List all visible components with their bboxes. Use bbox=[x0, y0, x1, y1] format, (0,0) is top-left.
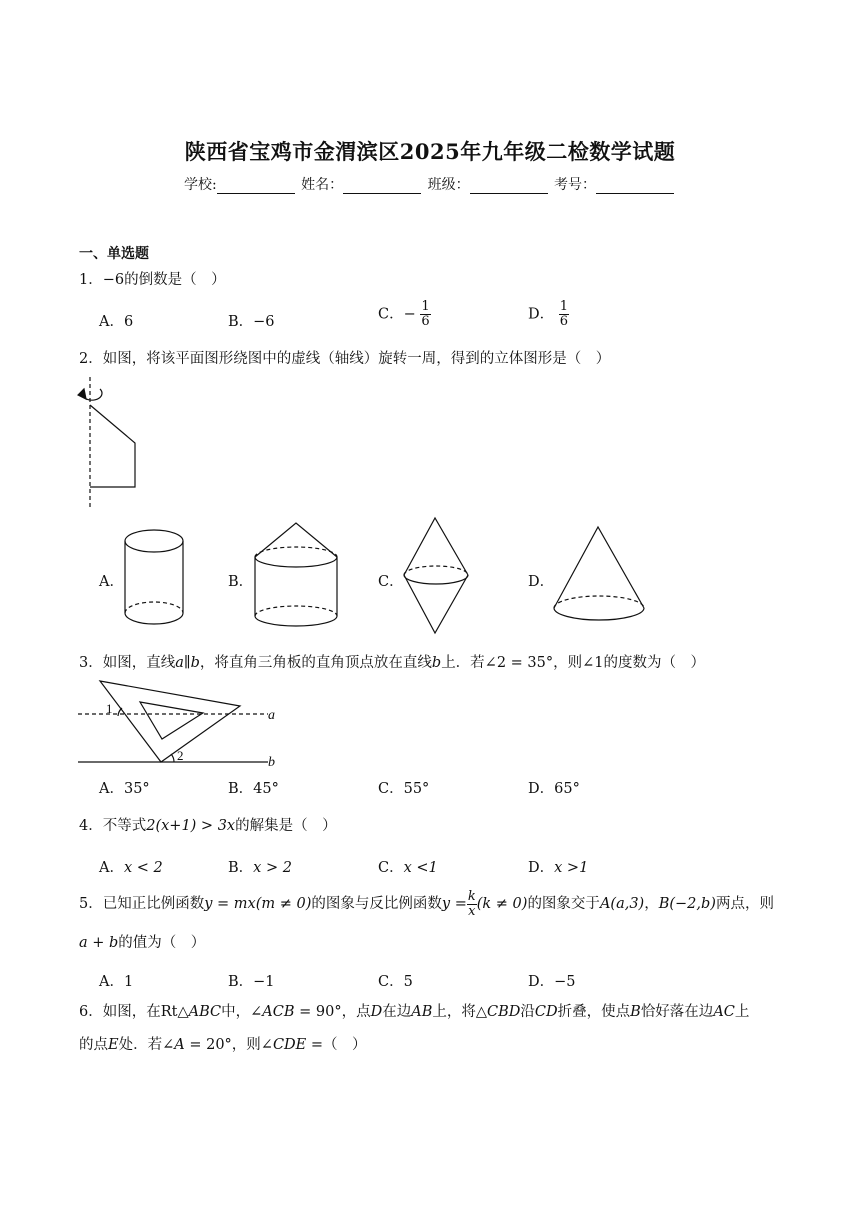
q3-stem-part3: 上．若∠2 = 35°，则∠1的度数为（ ） bbox=[441, 655, 706, 671]
q5-part1: 5．已知正比例函数 bbox=[79, 896, 205, 912]
q5-option-c[interactable]: C．5 bbox=[378, 974, 413, 990]
q4-option-d-label: D． bbox=[528, 860, 555, 876]
q4-option-d[interactable] bbox=[528, 856, 588, 877]
q6-cde: CDE bbox=[272, 1037, 307, 1053]
q6-cd: CD bbox=[534, 1004, 558, 1020]
q2-option-b[interactable]: B． bbox=[228, 574, 254, 590]
q5-x: x bbox=[468, 903, 476, 919]
angle-2-label: 2 bbox=[177, 748, 184, 763]
q5-part2: 的图象与反比例函数 bbox=[311, 896, 442, 912]
q6-l1-g: 沿 bbox=[520, 1004, 535, 1020]
q6-cbd: CBD bbox=[487, 1004, 521, 1020]
class-label: 班级： bbox=[427, 177, 470, 193]
q2-option-a[interactable]: A． bbox=[99, 574, 124, 590]
exam-no-label: 考号： bbox=[554, 177, 597, 193]
q5-option-d[interactable]: D．−5 bbox=[528, 974, 576, 990]
q6-l1-b: 中，∠ bbox=[221, 1004, 263, 1020]
triangle-outer bbox=[100, 681, 240, 762]
q6-d: D bbox=[370, 1004, 383, 1020]
q1-c-denominator: 6 bbox=[421, 314, 430, 329]
school-blank[interactable] bbox=[217, 179, 295, 194]
q3-option-c[interactable]: C．55° bbox=[378, 781, 430, 797]
q4-inequality: 2(x+1) > 3x bbox=[146, 818, 236, 834]
q5-k-condition: (k ≠ 0) bbox=[476, 896, 528, 912]
q3-option-d[interactable]: D．65° bbox=[528, 781, 580, 797]
q2-plane-figure bbox=[70, 375, 150, 510]
q6-l1-h: 折叠，使点 bbox=[557, 1004, 631, 1020]
q1-option-c-fraction bbox=[420, 300, 430, 329]
q5-part3: 的图象交于 bbox=[527, 896, 600, 912]
q3-stem-part2: ，将直角三角板的直角顶点放在直线 bbox=[199, 655, 432, 671]
name-label: 姓名： bbox=[301, 177, 344, 193]
class-blank[interactable] bbox=[470, 179, 548, 194]
q6-angle-a: A bbox=[174, 1037, 185, 1053]
q3-stem-line-b: b bbox=[190, 655, 200, 671]
q4-option-c[interactable] bbox=[378, 856, 438, 877]
name-blank[interactable] bbox=[343, 179, 421, 194]
q5-point-a: A(a,3) bbox=[599, 896, 645, 912]
angle-1-label: 1 bbox=[106, 701, 113, 716]
q5-sep: ， bbox=[644, 896, 659, 912]
q4-stem-part1: 4．不等式 bbox=[79, 818, 147, 834]
q2-stem: 2．如图，将该平面图形绕图中的虚线（轴线）旋转一周，得到的立体图形是（ ） bbox=[79, 351, 611, 367]
q4-option-c-expr: x <1 bbox=[403, 860, 438, 876]
rotation-arrowhead bbox=[78, 389, 86, 399]
q5-line2-text: 的值为（ ） bbox=[118, 935, 206, 951]
q6-abc: ABC bbox=[188, 1004, 222, 1020]
q4-option-a-label: A． bbox=[99, 860, 124, 876]
q6-l2-a: 的点 bbox=[79, 1037, 108, 1053]
q1-c-numerator: 1 bbox=[421, 299, 430, 314]
q6-l1-f: 上，将△ bbox=[432, 1004, 488, 1020]
page-title: 陕西省宝鸡市金渭滨区2025年九年级二检数学试题 bbox=[184, 139, 676, 164]
q6-stem-line1 bbox=[79, 1002, 749, 1022]
q2-cone-on-cylinder-figure bbox=[250, 520, 345, 635]
q3-option-b[interactable]: B．45° bbox=[228, 781, 279, 797]
q2-option-d[interactable]: D． bbox=[528, 574, 555, 590]
q5-a-plus-b: a + b bbox=[79, 935, 119, 951]
q4-option-c-label: C． bbox=[378, 860, 404, 876]
q5-stem-line2 bbox=[79, 933, 205, 953]
q3-stem-parallel: ∥ bbox=[183, 655, 191, 671]
q4-option-a[interactable] bbox=[99, 856, 163, 877]
q2-cone-figure bbox=[550, 525, 650, 625]
q5-option-a[interactable]: A．1 bbox=[99, 974, 134, 990]
exam-no-blank[interactable] bbox=[596, 179, 674, 194]
q3-stem-part1: 3．如图，直线 bbox=[79, 655, 176, 671]
q1-option-a[interactable]: A．6 bbox=[99, 314, 134, 330]
q4-option-b-label: B． bbox=[228, 860, 254, 876]
student-info-line bbox=[0, 174, 860, 194]
q5-k: k bbox=[467, 888, 476, 904]
q4-stem bbox=[79, 816, 337, 836]
q1-stem: 1．−6的倒数是（ ） bbox=[79, 272, 226, 288]
q1-d-denominator: 6 bbox=[559, 314, 569, 329]
q6-acb: ACB bbox=[262, 1004, 295, 1020]
school-label: 学校: bbox=[183, 177, 217, 193]
q6-l1-a: 6．如图，在Rt△ bbox=[79, 1004, 189, 1020]
q5-direct-function: y = mx(m ≠ 0) bbox=[204, 896, 312, 912]
angle-2-arc bbox=[171, 754, 174, 762]
section-heading: 一、单选题 bbox=[79, 246, 149, 262]
q6-stem-line2 bbox=[79, 1035, 367, 1055]
q6-l1-c: = 90°，点 bbox=[294, 1004, 371, 1020]
line-a-label: a bbox=[268, 708, 275, 723]
q5-option-b[interactable]: B．−1 bbox=[228, 974, 275, 990]
q5-stem-line1 bbox=[79, 888, 774, 920]
q6-l1-j: 上 bbox=[734, 1004, 750, 1020]
q3-option-a[interactable]: A．35° bbox=[99, 781, 150, 797]
q1-option-c-label: C． bbox=[378, 306, 404, 323]
line-b-label: b bbox=[268, 755, 275, 770]
q1-d-numerator: 1 bbox=[559, 299, 569, 314]
q6-l2-d: =（ ） bbox=[306, 1037, 367, 1053]
q1-option-c-sign: − bbox=[403, 306, 416, 323]
q1-option-c[interactable] bbox=[378, 300, 431, 329]
q1-option-d[interactable] bbox=[528, 300, 569, 329]
plane-shape-outline bbox=[90, 405, 135, 487]
q6-ac: AC bbox=[713, 1004, 735, 1020]
q2-double-cone-figure bbox=[400, 515, 475, 640]
q1-option-d-fraction bbox=[559, 300, 569, 329]
q5-part4: 两点，则 bbox=[715, 896, 774, 912]
q5-point-b: B(−2,b) bbox=[658, 896, 716, 912]
q4-option-b-expr: x > 2 bbox=[253, 860, 292, 876]
q6-ab: AB bbox=[411, 1004, 433, 1020]
q5-k-over-x bbox=[467, 890, 477, 919]
q6-e: E bbox=[108, 1037, 119, 1053]
q1-option-d-label: D． bbox=[528, 306, 555, 323]
q6-l1-i: 恰好落在边 bbox=[640, 1004, 714, 1020]
q1-option-b[interactable]: B．−6 bbox=[228, 314, 275, 330]
q3-stem-line-b2: b bbox=[431, 655, 442, 671]
q4-option-d-expr: x >1 bbox=[554, 860, 589, 876]
q2-option-c[interactable]: C． bbox=[378, 574, 404, 590]
q3-figure bbox=[78, 676, 293, 772]
angle-1-arc bbox=[118, 708, 122, 716]
q6-l2-c: = 20°，则∠ bbox=[184, 1037, 273, 1053]
q5-y-eq: y = bbox=[441, 896, 467, 912]
q4-stem-part2: 的解集是（ ） bbox=[235, 818, 337, 834]
triangle-inner bbox=[140, 702, 203, 739]
q4-option-b[interactable] bbox=[228, 856, 292, 877]
q3-stem bbox=[79, 653, 705, 673]
q3-stem-line-a: a bbox=[175, 655, 184, 671]
q6-l2-b: 处．若∠ bbox=[118, 1037, 175, 1053]
q6-b: B bbox=[630, 1004, 641, 1020]
q4-option-a-expr: x < 2 bbox=[123, 860, 163, 876]
q2-cylinder-figure bbox=[120, 525, 190, 630]
q6-l1-e: 在边 bbox=[382, 1004, 412, 1020]
